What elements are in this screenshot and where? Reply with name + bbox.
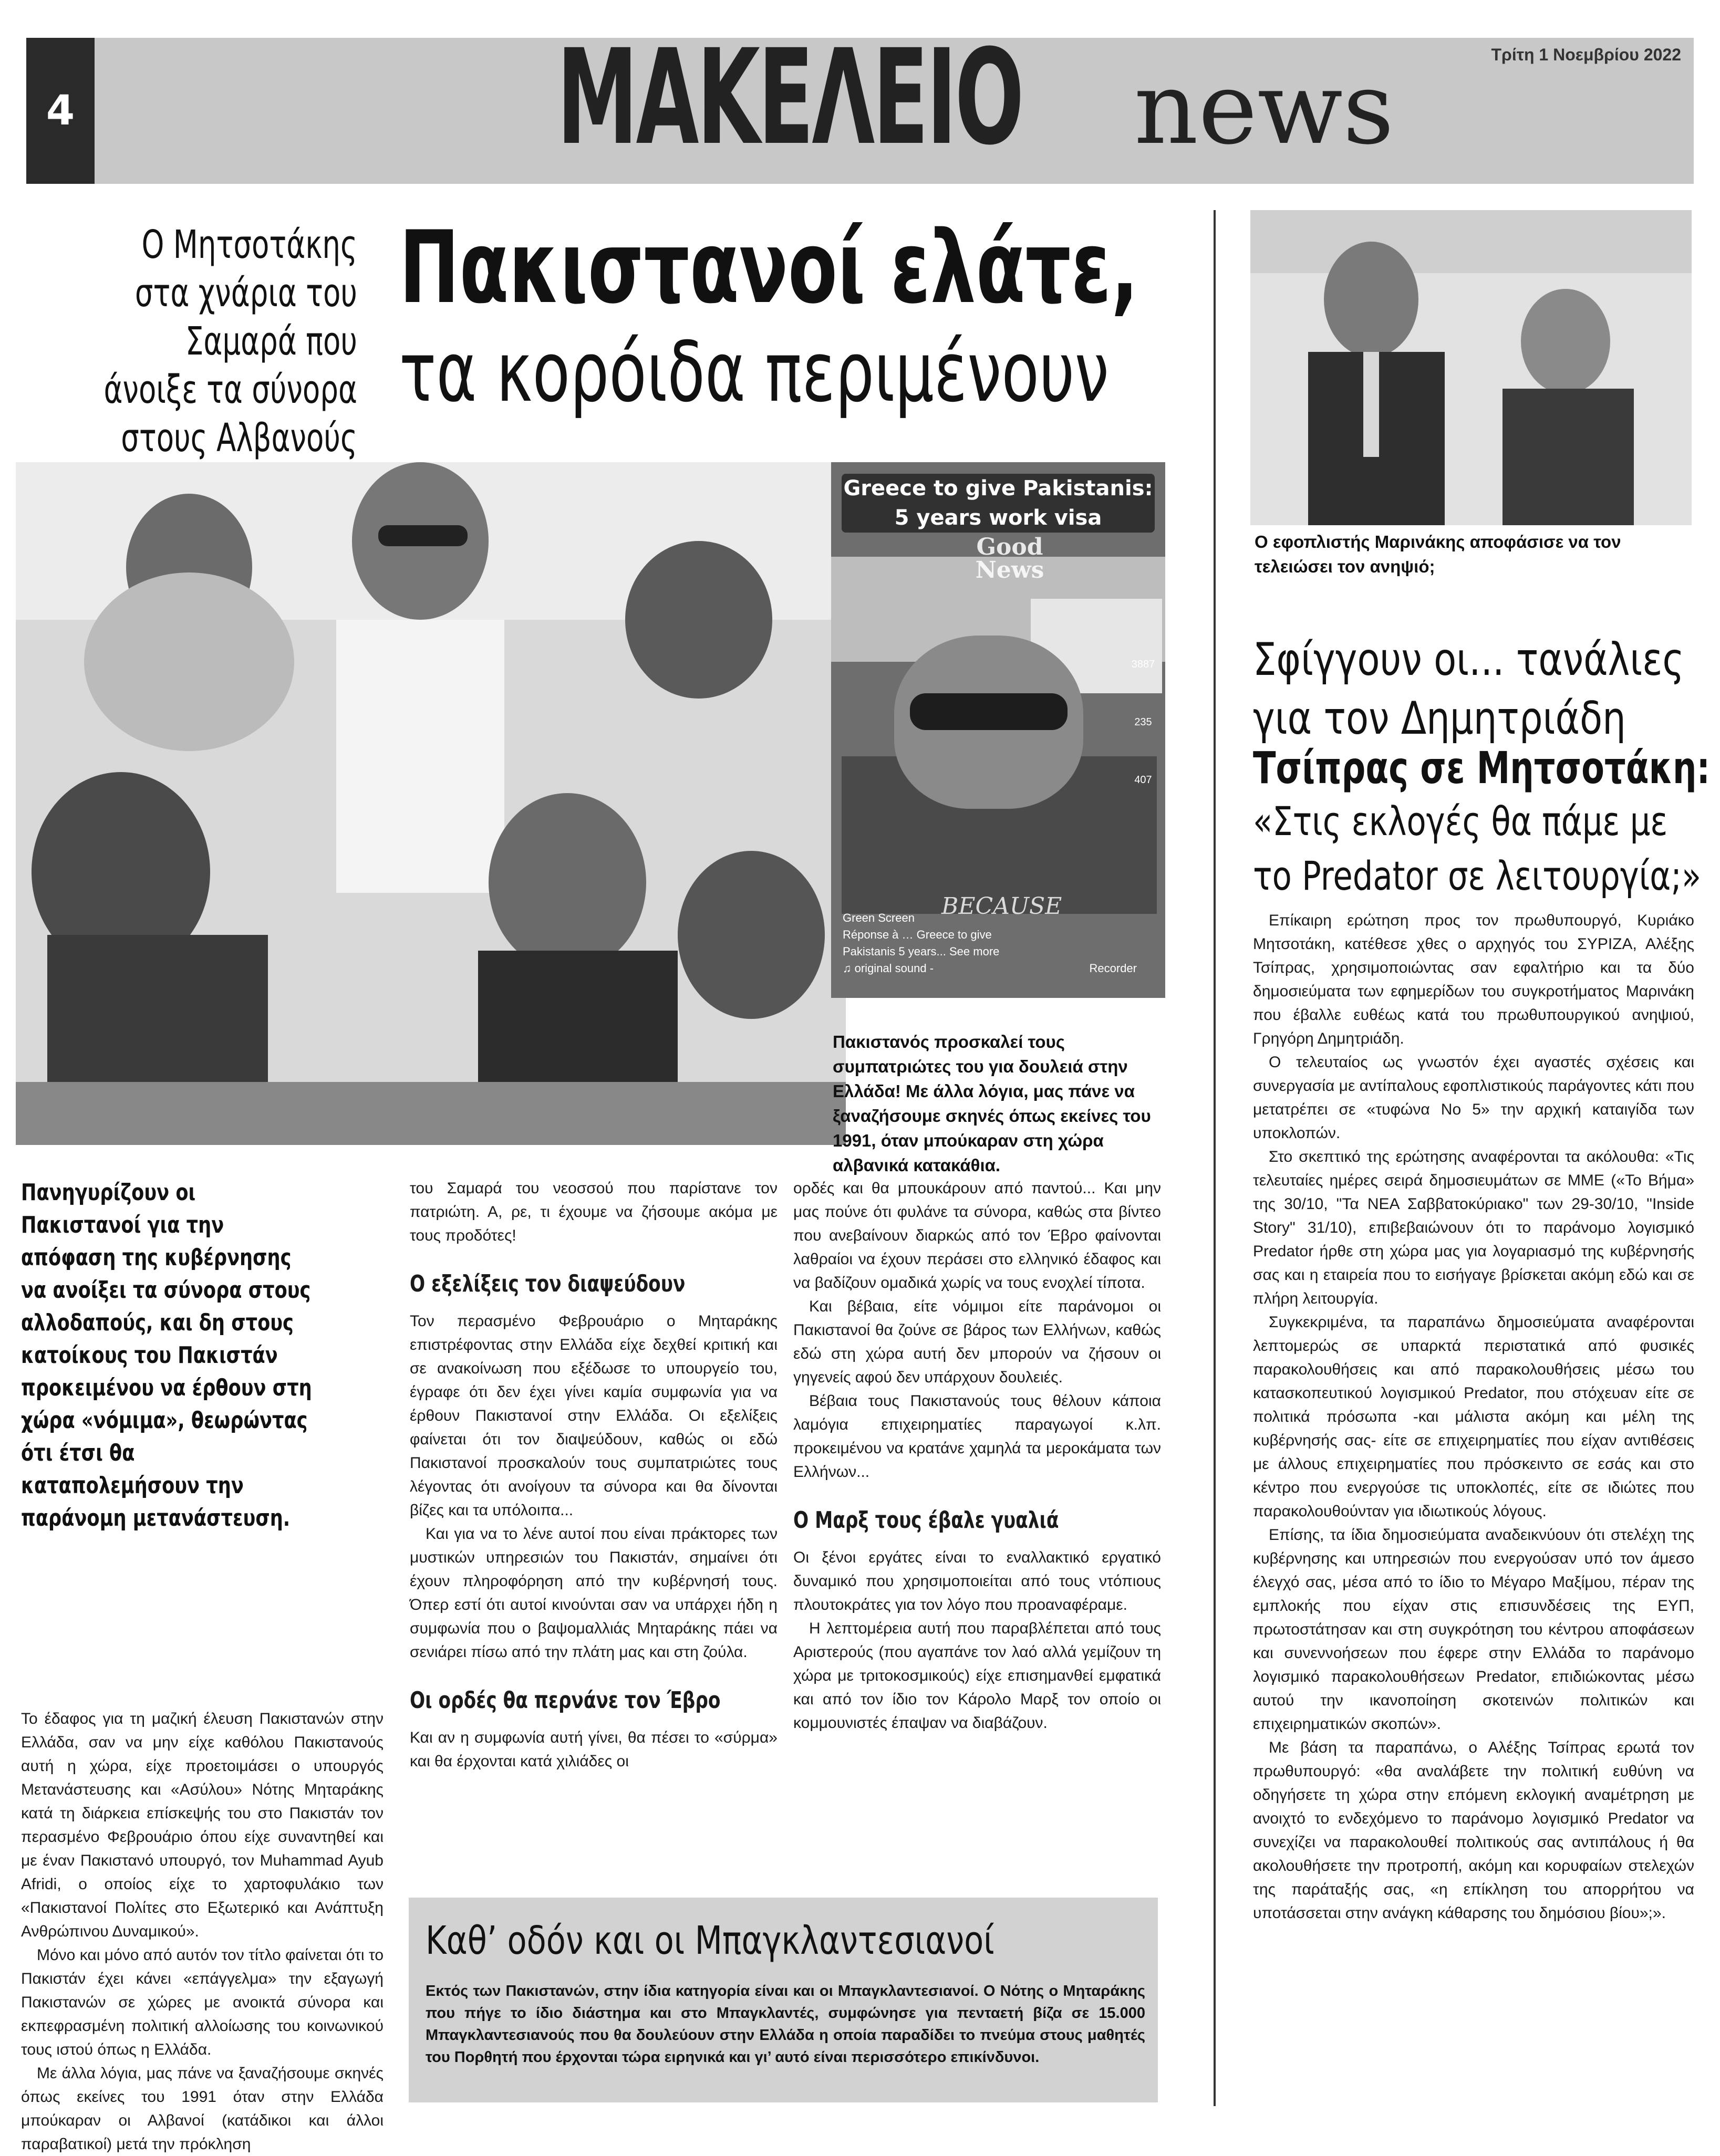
politicians-photo-illustration — [1250, 210, 1692, 525]
paragraph: Με άλλα λόγια, μας πάνε να ξαναζήσουμε σκηνές όπως εκείνες του 1991 όταν στην Ελλάδα μπούκαραν οι Αλβανοί (κατάδικοι και άλλοι παραβατικοί) μετά την πρόκληση — [21, 2065, 384, 2153]
lead-text: Πανηγυρίζουν οι Πακιστανοί για την απόφαση της κυβέρνησης να ανοίξει τα σύνορα στους αλλοδαπούς, και δη στους κατοίκους του Πακιστάν προκειμένου να έρθουν στη χώρα «νόμιμα», θεωρώντας ότι έτσι θα καταπολεμήσουν την παράνομη μετανάστευση. — [21, 1179, 312, 1532]
paragraph: Βέβαια τους Πακιστανούς τους θέλουν κάποια λαμόγια επιχειρηματίες παραγωγοί κ.λπ. προκειμένου να κρατάνε χαμηλά τα μεροκάματα των Ελλήνων... — [793, 1392, 1161, 1481]
paragraph: Συγκεκριμένα, τα παραπάνω δημοσιεύματα αναφέρονται λεπτομερώς σε υπαρκτά περιστατικά από φυσικές παρακολουθήσεις και από παρακολουθήσεις μέσω του κατασκοπευτικού λογισμικού Predator, που στόχευαν είτε σε πολιτικά πρόσωπα -και μάλιστα ακόμη και μέλη της κυβέρνησής σας- είτε σε επιχειρηματίες που είχαν αντιθέσεις με άλλους επιχειρηματίες που πρόσκειντο σε εσάς και στο κέντρο που ενεργούσε τις υποκλοπές, είτε σε ιδιώτες που παρακολουθούνταν για ιδιωτικούς λόγους. — [1253, 1314, 1694, 1520]
sidebar-box-text: Εκτός των Πακιστανών, στην ίδια κατηγορία είναι και οι Μπαγκλαντεσιανοί. Ο Νότης ο Μηταράκης που πήγε το ίδιο διάστημα και στο Μπαγκλαντές, συμφώνησε για πενταετή βίζα σε 15.000 Μπαγκλαντεσιανούς που θα δουλεύουν στην Ελλάδα η οποία παραδίδει το πνεύμα στους μαθητές του Πορθητή που έρχονται τώρα ειρηνικά και γι’ αυτό είναι περισσότερο επικίνδυνοι. — [426, 1983, 1145, 2066]
issue-date: Τρίτη 1 Νοεμβρίου 2022 — [1491, 45, 1681, 64]
tiktok-bottom-ui — [843, 910, 1137, 977]
tiktok-comment-count: 235 — [1134, 716, 1152, 728]
tiktok-reply-label: Réponse à — [843, 928, 899, 941]
music-note-icon: ♫ — [843, 962, 852, 975]
subheading: Ο εξελίξεις τον διαψεύδουν — [410, 1270, 686, 1297]
page-number: 4 — [26, 38, 95, 184]
paragraph: Με βάση τα παραπάνω, ο Αλέξης Τσίπρας ερωτά τον πρωθυπουργό: «θα αναλάβετε την πολιτική ευθύνη να οδηγήσετε τη χώρα στην επόμενη εκλογική αναμέτρηση με ανοιχτό το ενδεχόμενο το παράνομο λογισμικό Predator να συνεχίζει να παρακολουθεί πολιτικούς σας αντιπάλους ή θα ακολουθήσετε την προτροπή, ακόμη και κορυφαίων στελεχών της παράταξής σας, «η επίκληση του απορρήτου να υποτάσσεται στην ανάγκη κάθαρσης του δημόσιου βίου»;». — [1253, 1739, 1694, 1922]
right-kicker — [1253, 630, 1684, 748]
tiktok-reply-mid: Greece to give — [916, 928, 992, 941]
tiktok-recorder-label: Recorder — [1089, 962, 1137, 975]
paragraph: Μόνο και μόνο από αυτόν τον τίτλο φαίνεται ότι το Πακιστάν έχει κάνει «επάγγελμα» την εξαγωγή Πακιστανών σε χώρες με ανοικτά σύνορα και εκπεφρασμένη πολιτική αλλοίωσης του κοινωνικού τους ιστού όπως η Ελλάδα. — [21, 1946, 384, 2058]
kicker-text: Ο Μητσοτάκης στα χνάρια του Σαμαρά που άνοιξε τα σύνορα στους Αλβανούς — [103, 222, 357, 461]
right-subheadline — [1253, 794, 1702, 903]
main-photo-crowd — [16, 462, 846, 1145]
logo-main-text: ΜΑΚΕΛΕΙΟ — [557, 21, 1022, 174]
paragraph: Επίκαιρη ερώτηση προς τον πρωθυπουργό, Κυριάκο Μητσοτάκη, κατέθεσε χθες ο αρχηγός του ΣΥΡΙΖΑ, Αλέξης Τσίπρας, χρησιμοποιώντας σαν εφαλτήριο και τα δύο δημοσιεύματα των εφημερίδων του συγκροτήματος Μαρινάκη που έβαλλε ευθέως κατά του πρωθυπουργικού ανηψιού, Γρηγόρη Δημητριάδη. — [1253, 912, 1694, 1047]
right-subheadline-line2: το Predator σε λειτουργία;» — [1253, 852, 1702, 899]
tiktok-photo-caption: Πακιστανός προσκαλεί τους συμπατριώτες του για δουλειά στην Ελλάδα! Με άλλα λόγια, μας πάνε να ξαναζήσουμε σκηνές όπως εκείνες του 1991, όταν μπούκαραν στη χώρα αλβανικά κατακάθια. — [833, 1032, 1151, 1175]
tiktok-action-rail — [1127, 636, 1159, 809]
tiktok-see-more: See more — [949, 945, 1000, 958]
logo-news-text: news — [1134, 50, 1394, 166]
paragraph: του Σαμαρά του νεοσσού που παρίστανε τον πατριώτη. Α, ρε, τι έχουμε να ζήσουμε ακόμα με τους προδότες! — [410, 1180, 778, 1244]
subheading: Ο Μαρξ τους έβαλε γυαλιά — [793, 1507, 1059, 1534]
right-kicker-line2: για τον Δημητριάδη — [1253, 692, 1626, 745]
article-column-right — [1253, 909, 1694, 1925]
paragraph: ορδές και θα μπουκάρουν από παντού... Και μην μας πούνε ότι φυλάνε τα σύνορα, καθώς στα βίντεο που ανεβαίνουν διαρκώς από τον Έβρο φαίνονται λαθραίοι να έχουν περάσει στο ελληνικό έδαφος και να βαδίζουν ομαδικά χωρίς να τους ενοχλεί τίποτα. — [793, 1180, 1161, 1291]
paragraph: Και για να το λένε αυτοί που είναι πράκτορες των μυστικών υπηρεσιών του Πακιστάν, σημαίνει ότι έχουν πληροφόρηση από την κυβέρνησή τους. Όπερ εστί ότι αυτοί κινούνται σαν να υπάρχει ήδη η συμφωνία που ο βαψομαλλιάς Μηταράκης πάει να σενιάρει πίσω από την πλάτη μας και στη ζούλα. — [410, 1525, 778, 1661]
newspaper-logo — [557, 21, 1394, 184]
paragraph: Η λεπτομέρεια αυτή που παραβλέπεται από τους Αριστερούς (που αγαπάνε τον λαό αλλά γεμίζουν τη χώρα με τριτοκοσμικούς) είχε επισημανθεί εμφατικά και από τον ίδιο τον Κάρολο Μαρξ τον οποίο οι κομμουνιστές έπαψαν να διαβάζουν. — [793, 1620, 1161, 1732]
tiktok-screenshot — [831, 462, 1165, 998]
tiktok-reply-line: Réponse à … Greece to give — [843, 928, 992, 941]
tiktok-share-count: 407 — [1134, 774, 1152, 786]
tiktok-sound-line — [843, 960, 1137, 977]
paragraph: Ο τελευταίος ως γνωστόν έχει αγαστές σχέσεις και συνεργασία με αντίπαλους εφοπλιστικούς παράγοντες κάτι που μετατρέπει σε «τυφώνα Νο 5» την αρχική καταιγίδα των υποκλοπών. — [1253, 1054, 1694, 1142]
tiktok-banner — [842, 474, 1155, 533]
paragraph: Και βέβαια, είτε νόμιμοι είτε παράνομοι οι Πακιστανοί θα ζούνε σε βάρος των Ελλήνων, καθώς εδώ στη χώρα αυτή δεν μπορούν να ζήσουν οι γηγενείς αφού δεν υπάρχουν δουλειές. — [793, 1298, 1161, 1386]
sidebar-box-title: Καθ’ οδόν και οι Μπαγκλαντεσιανοί — [426, 1918, 994, 1963]
tiktok-banner-line1: Greece to give Pakistanis: — [843, 476, 1153, 501]
right-kicker-line1: Σφίγγουν οι... τανάλιες — [1253, 633, 1684, 686]
paragraph: Επίσης, τα ίδια δημοσιεύματα αναδεικνύουν ότι στελέχη της κυβέρνησης και υπηρεσιών που ενεργούσαν υπό τον άμεσο έλεγχό σας, μέσα από το ίδιο το Μέγαρο Μαξίμου, πέραν της εμπλοκής που είχαν στις επισυνδέσεις της ΕΥΠ, πρωτοστάτησαν και στη συγκρότηση του κέντρου αποφάσεων και συνεννοήσεων που έφερε στην Ελλάδα το παράνομο λογισμικό παρακολουθήσεων Predator, επιδιώκοντας μέσω αυτού την ικανοποίηση σκοτεινών πολιτικών και επιχειρηματικών σκοπών». — [1253, 1526, 1694, 1733]
paragraph: Και αν η συμφωνία αυτή γίνει, θα πέσει το «σύρμα» και θα έρχονται κατά χιλιάδες οι — [410, 1729, 778, 1770]
crowd-photo-illustration — [16, 462, 846, 1145]
tiktok-overlay-text: BECAUSE — [941, 893, 1062, 920]
tiktok-banner-line2: 5 years work visa — [894, 506, 1102, 530]
main-headline — [399, 210, 1187, 421]
paragraph: Στο σκεπτικό της ερώτησης αναφέρονται τα ακόλουθα: «Τις τελευταίες ημέρες σειρά δημοσιευμάτων σε ΜΜΕ («Το Βήμα» της 30/10, "Τα ΝΕΑ Σαββατοκύριακο" των 29-30/10, "Inside Story" 31/10), επιβεβαιώνουν ότι το παράνομο λογισμικό Predator ήρθε στη χώρα μας για λογαριασμό της κυβέρνησής σας και η εταιρεία που το εισήγαγε βρίσκεται ακόμη εδώ και σε πλήρη λειτουργία. — [1253, 1148, 1694, 1307]
right-photo-politicians — [1250, 210, 1692, 525]
right-headline: Τσίπρας σε Μητσοτάκη: — [1253, 742, 1710, 794]
article-column-3 — [793, 1176, 1161, 1735]
headline-line1: Πακιστανοί ελάτε, — [399, 210, 1139, 326]
column-divider — [1214, 210, 1216, 2106]
article-column-2 — [410, 1176, 778, 1773]
subheading: Οι ορδές θα περνάνε τον Έβρο — [410, 1687, 721, 1714]
paragraph: Τον περασμένο Φεβρουάριο ο Μηταράκης επιστρέφοντας στην Ελλάδα είχε δεχθεί κριτική και σε ανακοίνωση που εξέδωσε το υπουργείο του, έγραφε ότι δεν έχει γίνει καμία συμφωνία για να έρθουν Πακιστανοί στην Ελλάδα. Οι εξελίξεις φαίνεται ότι τον διαψεύδουν, καθώς οι εδώ Πακιστανοί προσκαλούν τους συμπατριώτες τους λέγοντας ότι ανοίγουν τα σύνορα και θα δίνονται βίζες και τα υπόλοιπα... — [410, 1313, 778, 1519]
tiktok-reply-line2 — [843, 943, 1137, 960]
tiktok-green-screen-label: Green Screen — [843, 911, 915, 924]
sunglasses-icon — [910, 693, 1068, 730]
tiktok-sticker: Good News — [975, 534, 1044, 584]
tiktok-like-count: 3887 — [1131, 659, 1155, 670]
article-lead — [21, 1176, 315, 1535]
tiktok-reply-title: Pakistanis 5 years... — [843, 945, 946, 958]
headline-line2: τα κορόιδα περιμένουν — [399, 324, 1109, 421]
right-photo-caption: Ο εφοπλιστής Μαρινάκης αποφάσισε να τον τελειώσει τον ανηψιό; — [1255, 532, 1621, 576]
kicker — [32, 221, 357, 462]
article-column-1 — [21, 1707, 384, 2156]
tiktok-sound-label: original sound - — [854, 962, 934, 975]
paragraph: Το έδαφος για τη μαζική έλευση Πακιστανών στην Ελλάδα, σαν να μην είχε καθόλου Πακιστανούς αυτή η χώρα, είχε προετοιμάσει ο υπουργός Μετανάστευσης και «Ασύλου» Νότης Μηταράκης κατά τη διάρκεια επίσκεψής του στο Πακιστάν τον περασμένο Φεβρουάριο όπου είχε συναντηθεί και με έναν Πακιστανό υπουργό, τον Muhammad Ayub Afridi, ο οποίος είχε το χαρτοφυλάκιο των «Πακιστανοί Πολίτες στο Εξωτερικό και Ανάπτυξη Ανθρώπινου Δυναμικού». — [21, 1710, 384, 1940]
right-subheadline-line1: «Στις εκλογές θα πάμε με — [1253, 798, 1668, 845]
paragraph: Οι ξένοι εργάτες είναι το εναλλακτικό εργατικό δυναμικό που χρησιμοποιείται από τους ντόπιους πλουτοκράτες για τον λόγο που προαναφέραμε. — [793, 1549, 1161, 1613]
